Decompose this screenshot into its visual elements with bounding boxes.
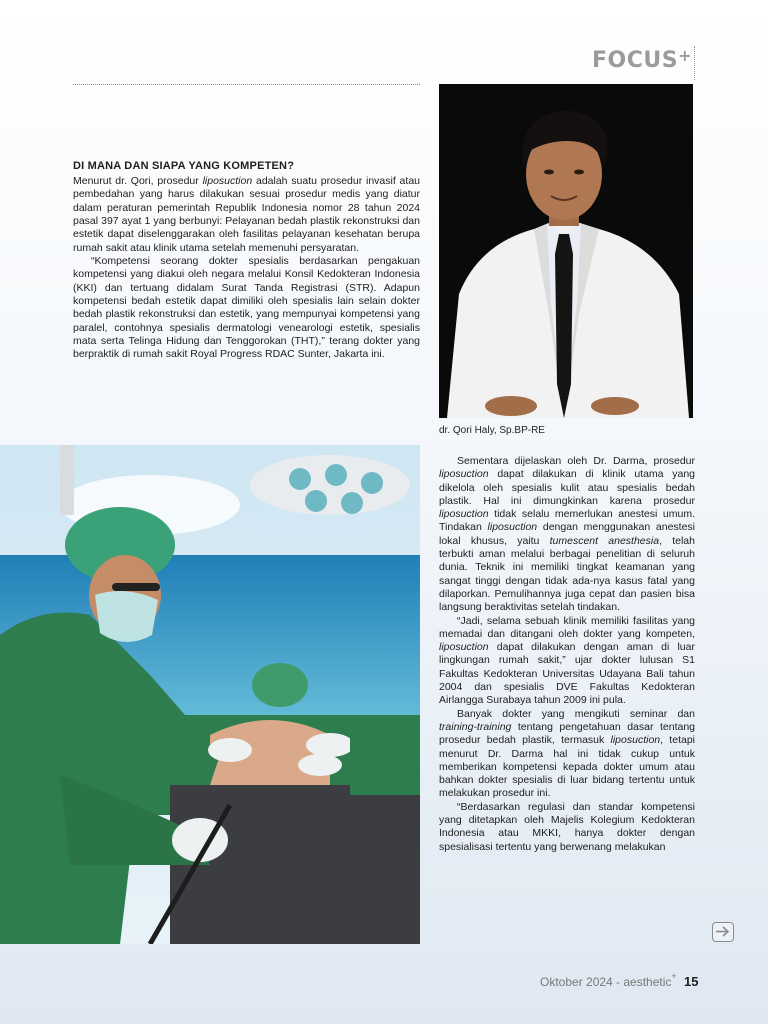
left-paragraph-1 bbox=[73, 175, 420, 255]
italic-term: liposuction bbox=[610, 734, 661, 747]
right-column bbox=[439, 455, 695, 854]
text-run: tidak selalu memerlukan anestesi umum. Tindakan bbox=[439, 508, 695, 534]
issue-label: Oktober 2024 - aesthetic bbox=[540, 975, 672, 989]
section-marker bbox=[588, 46, 695, 80]
portrait-illustration bbox=[439, 84, 693, 418]
arrow-right-icon bbox=[713, 923, 732, 940]
top-dotted-rule bbox=[73, 84, 420, 85]
portrait-caption: dr. Qori Haly, Sp.BP-RE bbox=[439, 425, 545, 436]
italic-term: training-training bbox=[439, 720, 512, 733]
italic-term: tumescent anesthesia bbox=[549, 534, 660, 547]
text-run: dapat dilakukan dengan aman di luar lingkungan rumah sakit,” ujar dokter lulusan S1 Fakultas Kedokteran Universitas Udayana Bali tahun 2004 dan spesialis DVE Fakultas Kedokteran Airlangga Surabaya tahun 2009 ini pula. bbox=[439, 641, 695, 707]
text-run: Banyak dokter yang mengikuti seminar dan bbox=[457, 707, 695, 720]
page-number: 15 bbox=[684, 974, 699, 989]
text-run: Menurut dr. Qori, prosedur bbox=[73, 175, 203, 187]
text-run: , tetapi menurut Dr. Darma hal ini tidak cukup untuk memberikan kompetensi kepada dokter umum atau bahkan dokter spesialis di luar bidang tertentu untuk melakukan prosedur ini. bbox=[439, 734, 695, 800]
surgery-illustration bbox=[0, 445, 420, 944]
text-run: tentang pengetahuan dasar tentang prosedur bedah plastik, termasuk bbox=[439, 720, 695, 747]
text-run: adalah suatu prosedur invasif atau pembedahan yang harus dilakukan sesuai prosedur medis yang diatur dalam peraturan pemerintah Republik Indonesia nomor 28 tahun 2024 pasal 397 ayat 1 yang berbunyi: Pelayanan bedah plastik rekonstruksi dan estetik dapat diselenggarakan oleh fasilitas pelayanan kesehatan berupa rumah sakit atau klinik utama setelah memenuhi persyaratan. bbox=[73, 175, 420, 254]
right-paragraph-3 bbox=[439, 708, 695, 801]
text-run: , telah terbukti aman melalui berbagai penelitian di seluruh dunia. Teknik ini memiliki tingkat keamanan yang sangat tinggi dengan tidak ada-nya kasus fatal yang dilaporkan. Pemulihannya juga cepat dan pasien bisa langsung beraktivitas setelah tindakan. bbox=[439, 534, 695, 614]
italic-term: liposuction bbox=[439, 508, 489, 521]
section-label-plus: + bbox=[678, 46, 692, 65]
right-paragraph-1 bbox=[439, 455, 695, 615]
italic-term: liposuction bbox=[439, 468, 489, 481]
next-page-button[interactable] bbox=[712, 922, 734, 942]
page-footer bbox=[540, 971, 699, 989]
italic-term: liposuction bbox=[439, 641, 489, 654]
right-paragraph-2 bbox=[439, 615, 695, 708]
italic-term: liposuction bbox=[202, 175, 253, 187]
text-run: dapat dilakukan di klinik utama yang dikelola oleh spesialis kulit atau spesialis bedah plastik. Hal ini dimungkinkan karena prosedur bbox=[439, 468, 695, 507]
left-paragraph-2: “Kompetensi seorang dokter spesialis berdasarkan pengakuan kompetensi yang diakui oleh negara melalui Konsil Kedokteran Indonesia (KKI) dan tertuang didalam Surat Tanda Registrasi (STR). Adapun kompetensi bedah estetik dapat dimiliki oleh spesialis lain selain dokter bedah plastik rekonstruksi dan estetik, yang mempunyai kompetensi yang paralel, contohnya spesialis dermatologi venearologi estetik, spesialis mata serta Telinga Hidung dan Tenggorokan (THT),” terang dokter yang berpraktik di rumah sakit Royal Progress RDAC Sunter, Jakarta ini. bbox=[73, 255, 420, 361]
section-label-text: FOCUS bbox=[592, 48, 679, 73]
section-label bbox=[592, 48, 692, 73]
text-run: Sementara dijelaskan oleh Dr. Darma, prosedur bbox=[457, 455, 695, 467]
issue-plus: + bbox=[671, 971, 677, 981]
text-run: dengan menggunakan anestesi lokal khusus, yaitu bbox=[439, 521, 695, 547]
portrait-photo bbox=[439, 84, 693, 418]
text-run: “Jadi, selama sebuah klinik memiliki fasilitas yang memadai dan ditangani oleh dokter yang kompeten, bbox=[439, 614, 695, 640]
italic-term: liposuction bbox=[487, 521, 538, 534]
section-heading: DI MANA DAN SIAPA YANG KOMPETEN? bbox=[73, 160, 295, 172]
right-paragraph-4: “Berdasarkan regulasi dan standar kompetensi yang ditetapkan oleh Majelis Kolegium Kedokteran Indonesia atau MKKI, hanya dokter dengan spesialisasi tertentu yang berwenang melakukan bbox=[439, 800, 695, 853]
surgery-photo bbox=[0, 445, 420, 944]
left-column bbox=[73, 160, 420, 362]
